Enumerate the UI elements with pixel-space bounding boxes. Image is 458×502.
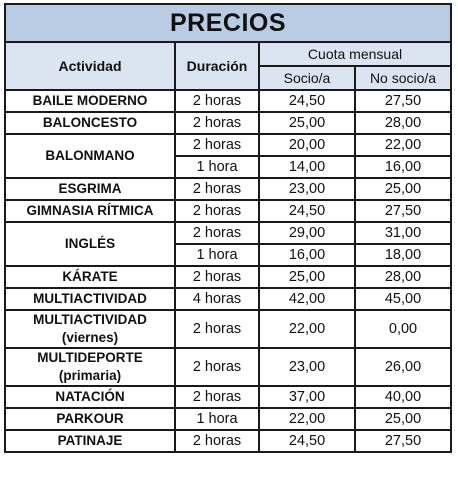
nonmember-cell: 22,00: [355, 134, 451, 156]
activity-cell: [5, 112, 175, 134]
member-cell: 23,00: [259, 348, 355, 386]
duration-cell: 2 horas: [175, 348, 259, 386]
member-cell: 37,00: [259, 386, 355, 408]
price-table: [4, 3, 452, 453]
nonmember-cell: 27,50: [355, 90, 451, 112]
duration-cell: 2 horas: [175, 90, 259, 112]
table-row: [5, 178, 451, 200]
member-cell: 25,00: [259, 266, 355, 288]
nonmember-cell: 16,00: [355, 156, 451, 178]
member-cell: 22,00: [259, 408, 355, 430]
activity-name: NATACIÓN: [55, 389, 125, 404]
table-row: [5, 310, 451, 348]
member-cell: 24,50: [259, 200, 355, 222]
member-cell: 23,00: [259, 178, 355, 200]
activity-cell: [5, 408, 175, 430]
activity-cell: [5, 430, 175, 452]
table-row: [5, 222, 451, 244]
duration-cell: 1 hora: [175, 408, 259, 430]
duration-cell: 2 horas: [175, 430, 259, 452]
activity-cell: [5, 288, 175, 310]
activity-name: ESGRIMA: [58, 181, 122, 196]
nonmember-cell: 28,00: [355, 112, 451, 134]
table-row: [5, 288, 451, 310]
activity-name: KÁRATE: [62, 269, 118, 284]
table-row: [5, 408, 451, 430]
duration-cell: 2 horas: [175, 112, 259, 134]
activity-name: PATINAJE: [57, 433, 123, 448]
duration-cell: 2 horas: [175, 134, 259, 156]
nonmember-cell: 27,50: [355, 200, 451, 222]
activity-cell: [5, 134, 175, 178]
duration-cell: 2 horas: [175, 222, 259, 244]
member-cell: 20,00: [259, 134, 355, 156]
table-row: [5, 348, 451, 386]
member-cell: 24,50: [259, 90, 355, 112]
member-cell: 25,00: [259, 112, 355, 134]
activity-name: BALONCESTO: [42, 115, 138, 130]
member-cell: 14,00: [259, 156, 355, 178]
price-table-body: [5, 90, 451, 452]
table-row: [5, 200, 451, 222]
nonmember-cell: 25,00: [355, 408, 451, 430]
duration-cell: 2 horas: [175, 266, 259, 288]
member-cell: 22,00: [259, 310, 355, 348]
header-duration: Duración: [175, 42, 259, 90]
activity-cell: [5, 348, 175, 386]
table-title: PRECIOS: [5, 4, 451, 42]
duration-cell: 2 horas: [175, 310, 259, 348]
duration-cell: 1 hora: [175, 156, 259, 178]
nonmember-cell: 0,00: [355, 310, 451, 348]
nonmember-cell: 31,00: [355, 222, 451, 244]
member-cell: 42,00: [259, 288, 355, 310]
nonmember-cell: 45,00: [355, 288, 451, 310]
nonmember-cell: 18,00: [355, 244, 451, 266]
member-cell: 16,00: [259, 244, 355, 266]
table-row: [5, 386, 451, 408]
nonmember-cell: 28,00: [355, 266, 451, 288]
table-row: [5, 90, 451, 112]
activity-name: INGLÉS: [64, 236, 116, 251]
activity-name: MULTIACTIVIDAD: [33, 291, 147, 306]
activity-name: BAILE MODERNO: [32, 93, 148, 108]
duration-cell: 4 horas: [175, 288, 259, 310]
nonmember-cell: 40,00: [355, 386, 451, 408]
header-monthly-fee: Cuota mensual: [259, 42, 451, 66]
activity-name: GIMNASIA RÍTMICA: [26, 203, 154, 218]
nonmember-cell: 26,00: [355, 348, 451, 386]
price-table-container: [4, 3, 452, 453]
member-cell: 24,50: [259, 430, 355, 452]
duration-cell: 2 horas: [175, 178, 259, 200]
duration-cell: 1 hora: [175, 244, 259, 266]
activity-note: (primaria): [58, 368, 122, 383]
duration-cell: 2 horas: [175, 386, 259, 408]
table-row: [5, 112, 451, 134]
activity-cell: [5, 90, 175, 112]
duration-cell: 2 horas: [175, 200, 259, 222]
member-cell: 29,00: [259, 222, 355, 244]
activity-note: (viernes): [61, 330, 119, 345]
nonmember-cell: 27,50: [355, 430, 451, 452]
activity-name: BALONMANO: [45, 148, 135, 163]
activity-name: PARKOUR: [56, 411, 124, 426]
activity-cell: [5, 200, 175, 222]
activity-cell: [5, 310, 175, 348]
activity-cell: [5, 178, 175, 200]
table-row: [5, 266, 451, 288]
activity-cell: [5, 266, 175, 288]
activity-name: MULTIDEPORTE: [37, 350, 143, 365]
header-member: Socio/a: [259, 66, 355, 90]
activity-cell: [5, 222, 175, 266]
table-row: [5, 430, 451, 452]
header-activity: Actividad: [5, 42, 175, 90]
activity-name: MULTIACTIVIDAD: [33, 312, 147, 327]
table-row: [5, 134, 451, 156]
nonmember-cell: 25,00: [355, 178, 451, 200]
activity-cell: [5, 386, 175, 408]
header-nonmember: No socio/a: [355, 66, 451, 90]
